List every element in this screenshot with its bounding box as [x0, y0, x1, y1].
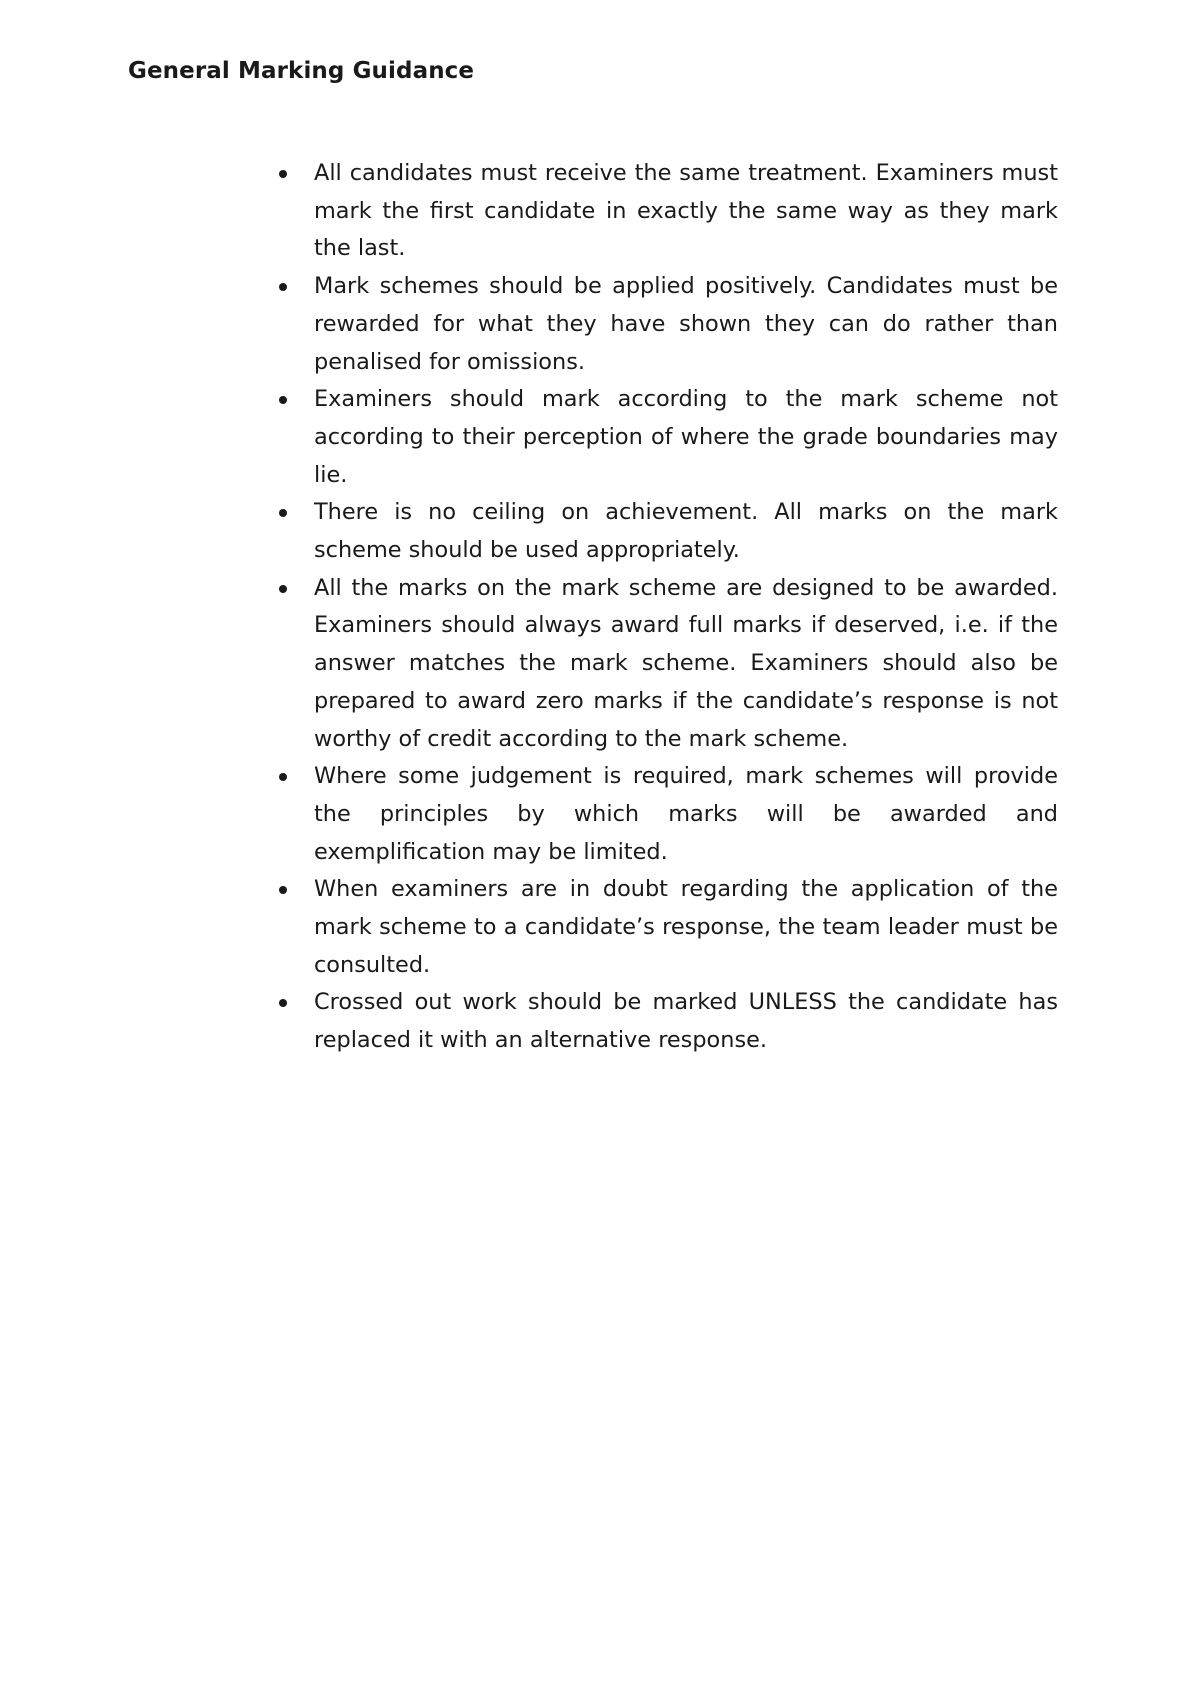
list-item-text: Examiners should mark according to the mark scheme not according to their perception of where the grade boundaries may lie.	[314, 386, 1058, 488]
list-item-text: Crossed out work should be marked UNLESS the candidate has replaced it with an alternative response.	[314, 989, 1058, 1054]
list-item	[272, 155, 1058, 268]
bullet-icon	[279, 999, 287, 1007]
list-item	[272, 494, 1058, 569]
guidance-list	[272, 155, 1058, 1060]
list-item	[272, 570, 1058, 759]
list-item-text: All candidates must receive the same treatment. Examiners must mark the first candidate in exactly the same way as they mark the last.	[314, 160, 1058, 262]
list-item	[272, 984, 1058, 1059]
bullet-icon	[279, 170, 287, 178]
list-item	[272, 381, 1058, 494]
list-item	[272, 758, 1058, 871]
bullet-icon	[279, 585, 287, 593]
bullet-icon	[279, 283, 287, 291]
list-item-text: When examiners are in doubt regarding the application of the mark scheme to a candidate’s response, the team leader must be consulted.	[314, 876, 1058, 978]
bullet-icon	[279, 886, 287, 894]
bullet-icon	[279, 396, 287, 404]
page-title: General Marking Guidance	[128, 58, 475, 84]
list-item-text: Mark schemes should be applied positively. Candidates must be rewarded for what they have shown they can do rather than penalised for omissions.	[314, 273, 1058, 375]
list-item	[272, 268, 1058, 381]
bullet-icon	[279, 773, 287, 781]
list-item-text: There is no ceiling on achievement. All marks on the mark scheme should be used appropriately.	[314, 499, 1058, 564]
list-item-text: All the marks on the mark scheme are designed to be awarded. Examiners should always award full marks if deserved, i.e. if the answer matches the mark scheme. Examiners should also be prepared to award zero marks if the candidate’s response is not worthy of credit according to the mark scheme.	[314, 574, 1058, 752]
bullet-icon	[279, 509, 287, 517]
list-item-text: Where some judgement is required, mark schemes will provide the principles by which marks will be awarded and exemplification may be limited.	[314, 763, 1058, 865]
list-item	[272, 871, 1058, 984]
